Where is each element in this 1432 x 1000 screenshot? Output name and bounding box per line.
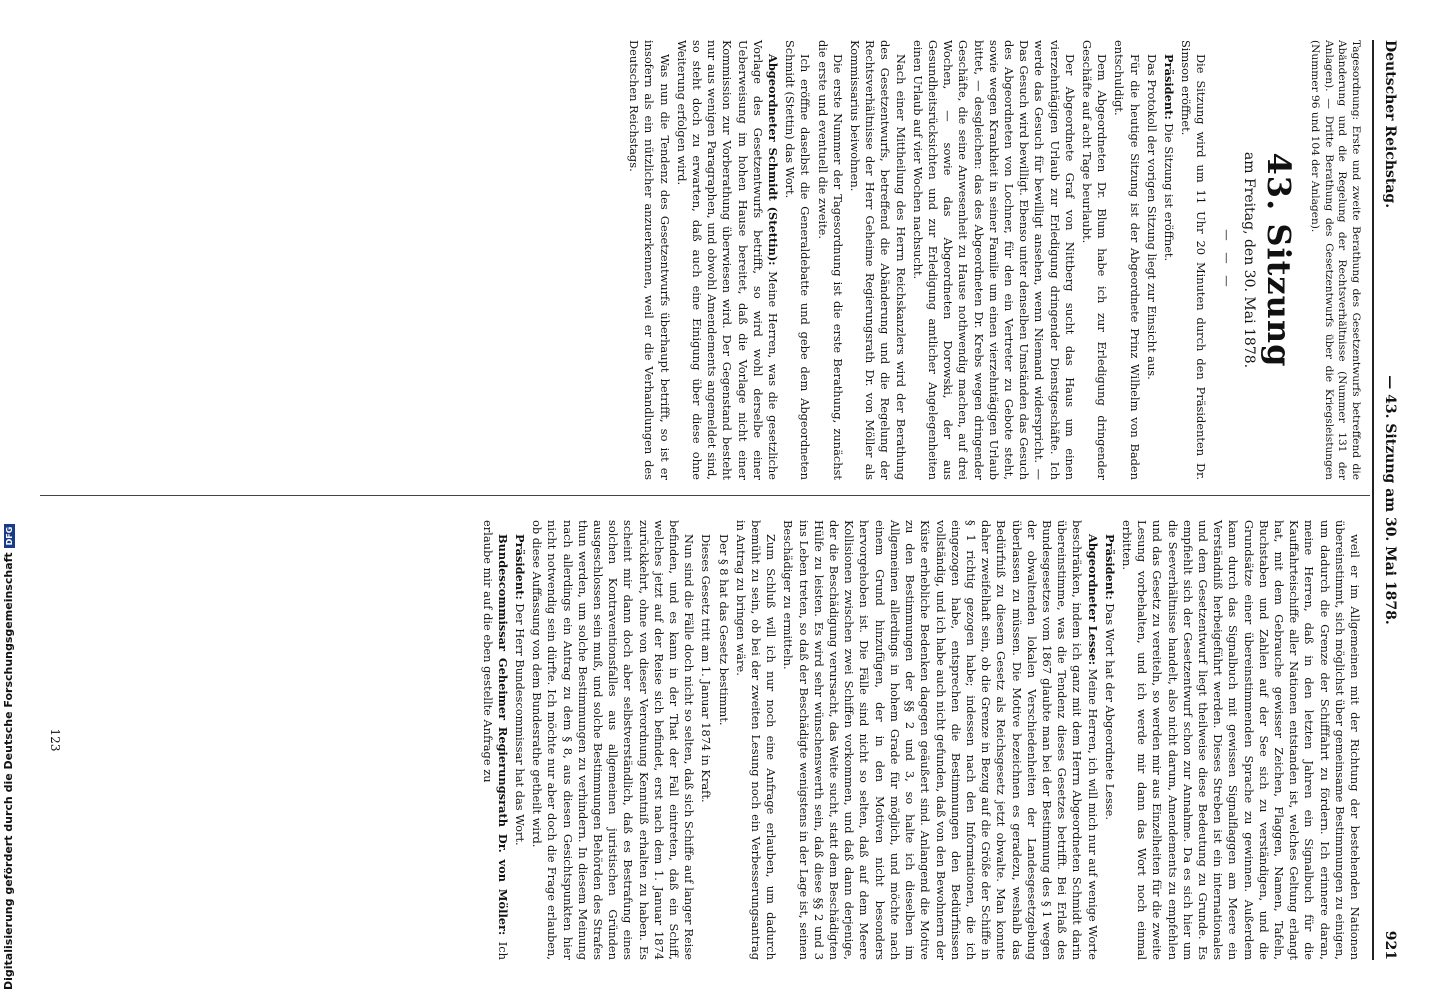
paragraph [674,40,780,480]
paragraph-text: Was nun die Tendenz des Gesetzentwurfs überhaupt betrifft, so ist er insofern als ein nützlicher anzuerkennen, weil er die Verhandlungen des Deutschen Reichstags. [627,40,672,480]
paragraph-text: Meine Herren, was die gesetzliche Vorlage des Gesetzentwurfs betrifft, so wird wohl derselbe einer Ueberweisung im hohen Hause bereitet, daß die Vorlage nicht einer Kommission zur Vorberathung überwiesen wird. Der Gegenstand besteht nur aus wenigen Paragraphen, und obwohl Amendements angemeldet sind, so steht doch zu erwarten, daß auch eine Einigung über diese ohne Weiterung erfolgen wird. [674,40,780,481]
right-paragraphs [479,520,1362,960]
paragraph-text: Meine Herren, ich will mich nur auf wenige Worte beschränken, indem ich ganz mit dem Herrn Abgeordneten Schmidt darin übereinstimme, was die Tendenz dieses Gesetzes betrifft. Bei Erlaß des Bundesgesetzes vom 1867 glaubte man bei der Bestimmung des § 1 wegen der obwaltenden lokalen Verschiedenheiten der Landesgesetzgebung überlassen zu müssen. Die Motive bezeichnen es geradezu, weshalb das Bedürfniß zu diesem Gesetz als Reichsgesetz jetzt obwalte. Man konnte daher zweifelhaft sein, ob die Grenze in Bezug auf die Größe der Schiffe in § 1 richtig gezogen habe; indessen nach den Informationen, die ich eingezogen habe, entsprechen die Bestimmungen den Bedürfnissen vollständig, und ich habe auch nicht gefunden, daß von den Bewohnern der Küste erhebliche Bedenken dagegen geäußert sind. Anlangend die Motive zu den Bestimmungen der §§ 2 und 3, so halte ich dieselben im Allgemeinen allerdings in hohem Grade für möglich, und möchte nach einem Grund hinzufügen, der in den Motiven nicht besonders hervorgehoben ist. Die Fälle sind nicht so selten, daß auf dem Meere Kollisionen zwischen zwei Schiffen vorkommen, und daß dann derjenige, der die Beschädigung verursacht, das Weite sucht, statt dem Beschädigten Hülfe zu leisten. Es wird sehr wünschenswerth sein, daß diese §§ 2 und 3 ins Leben treten, so daß der Beschädigte wenigstens in der Lage ist, seinen Beschädiger zu ermitteln. [781,520,1100,960]
paragraph-text: Zum Schluß will ich nur noch eine Anfrage erlauben, um dadurch bemüht zu sein, ob bei der zweiten Lesung noch ein Verbesserungsantrag in Antrag zu bringen wäre. [733,520,779,960]
speaker-name: Präsident: [513,534,528,600]
paragraph [782,40,812,480]
paragraph-text: Der § 8 hat das Gesetz bestimmt. [716,534,731,726]
paragraph [715,520,730,960]
paragraph-text: Nun sind die Fälle doch nicht so selten, daß sich Schiffe auf langer Reise befinden, und es kann in der That der Fall eintreten, daß ein Schiff, welches jetzt auf der Reise sich befindet, erst nach dem 1. Januar 1874 zurückkehrt, ohne von dieser Verordnung Kenntniß erhalten zu haben. Es scheint mir dann doch aber selbstverständlich, daß es Bestrafung eines solchen Kontraventionsfalles aus allgemeinen juristischen Gründen ausgeschlossen sein muß, und solche Bestimmungen Behörden des Strafes thun werden, um solche Bestimmungen zu verhindern. In diesem Meinung nach allerdings ein Antrag zu dem § 8, aus diesen Gesichtspunkten hier nicht notwendig sein dürfte. Ich möchte nur aber doch die Frage erlauben, ob diese Auffassung von dem Bundesrathe getheilt wird. [530,520,697,960]
paragraph [847,40,908,480]
right-column [477,520,1362,960]
speaker-name: Präsident: [1102,534,1117,600]
paragraph [1119,520,1362,960]
paragraph-text: weil er im Allgemeinen mit der Richtung der bestehenden Nationen übereinstimmt, sich möglichst über gemeinsame Bestimmungen zu einigen, um dadurch die Grenze der Schifffahrt zu fördern. Ich erinnere daran, meine Herren, daß in den letzten Jahren ein Signalbuch für die Kauffahrteischiffe aller Nationen entstanden ist, welches Geltung erlangt hat, mit dem Gebrauche gewisser Zeichen, Flaggen, Namen, Tafeln, Buchstaben und Zahlen auf der See sich zu verständigen, und die Grundsätze einer übereinstimmenden Sprache zu gewinnen. Außerdem kann durch das Signalbuch mit gewissen Signalflaggen am Meere ein Verständniß herbeigeführt werden. Dieses Streben ist ein internationales und dem Gesetzentwurf liegt theilweise diese Bedeutung zu Grunde. Es empfiehlt sich der Gesetzentwurf schon zur Annahme. Da es sich hier um die Seeverhältnisse handelt, also nicht darum, Amendements zu empfehlen und das Gesetz zu vereiteln, so werden mir aus Einzelheiten für die zweite Lesung vorbehalten, und ich werde mir dann das Wort noch einmal erbitten. [1119,520,1362,960]
paragraph [1161,40,1176,480]
paragraph-text: Für die heutige Sitzung ist der Abgeordnete Prinz Wilhelm von Baden entschuldigt. [1112,40,1142,480]
paragraph [1111,40,1141,480]
speaker-name: Abgeordneter Schmidt (Stettin): [765,54,780,266]
paragraph-text: Ich eröffne daselbst die Generaldebatte und gebe dem Abgeordneten Schmidt (Stettin) das Wort. [783,40,813,480]
paragraph [1144,40,1159,480]
paragraph-text: Das Protokoll der vorigen Sitzung liegt zur Einsicht aus. [1144,54,1159,380]
column-divider [40,495,1370,496]
paragraph-text: Die erste Nummer der Tagesordnung ist die erste Berathung, zunächst die erste und eventuell die zweite. [815,40,845,480]
dfg-logo: DFG [4,524,15,549]
paragraph [814,40,844,480]
footer-text: Digitalisierung gefördert durch die Deutsche Forschungsgemeinschaft [2,552,15,990]
paragraph-text: Nach einer Mittheilung des Herrn Reichskanzlers wird der Berathung des Gesetzentwurfs, betreffend die Abänderung und die Regelung der Rechtsverhältnisse der Herr Geheime Regierungsrath Dr. von Möller als Kommissarius beiwohnen. [847,40,908,480]
header-rule [1372,40,1374,960]
digitization-footer [2,0,15,1000]
header-left: Deutscher Reichstag. [1382,40,1398,209]
paragraph [626,40,672,480]
paragraph-text: Ich erlaube mir auf die eben gestellte Anfrage zu [480,520,510,960]
paragraph-text: Die Sitzung ist eröffnet. [1162,123,1177,262]
paragraph [733,520,779,960]
paragraph [529,520,696,960]
paragraph [698,520,713,960]
paragraph [512,520,527,960]
paragraph [910,40,1077,480]
session-title: 43. Sitzung [1259,152,1298,368]
paragraph-text: Der Abgeordnete Graf von Nittberg sucht das Haus um einen vierzehntägigen Urlaub zur Erledigung dringender Dienstgeschäfte. Ich werde das Gesuch für bewilligt ansehen, wenn Niemand widerspricht. — Das Gesuch wird bewilligt. Ebenso unter denselben Umständen das Gesuch des Abgeordneten von Lochner, für den ein Vertreter zu Gebote steht, sowie wegen Krankheit in seiner Familie um einen vierzehntägigen Urlaub bittet, — desgleichen: das des Abgeordneten Dr. Krebs wegen dringender Geschäfte, die seine Anwesenheit zu Hause nothwendig machen, auf drei Wochen, — sowie das Abgeordneten Dorowski, der aus Gesundheitsrücksichten und zur Erledigung amtlicher Angelegenheiten einen Urlaub auf vier Wochen nachsucht. [910,40,1077,480]
opening-paragraph: Die Sitzung wird um 11 Uhr 20 Minuten durch den Präsidenten Dr. Simson eröffnet. [1179,40,1209,480]
paragraph-text: Dieses Gesetz tritt am 1. Januar 1874 in Kraft. [699,534,714,803]
separator-dash: — — — [1219,229,1234,291]
speaker-name: Präsident: [1162,54,1177,120]
header-page-number: 921 [1382,930,1398,960]
paragraph [1079,40,1109,480]
paragraph [780,520,1099,960]
bottom-page-number: 123 [48,728,62,752]
speaker-name: Abgeordneter Lesse: [1085,534,1100,666]
left-column [624,40,1362,480]
agenda-intro: Tagesordnung: Erste und zweite Berathung des Gesetzentwurfs betreffend die Abänderung und die Regelung der Rechtsverhältnisse (Nummer 131 der Anlagen). — Dritte Berathung des Gesetzentwurfs über die Kriegsleistungen (Nummer 96 und 104 der Anlagen). [1309,40,1362,480]
paragraph [479,520,509,960]
paragraph-text: Das Wort hat der Abgeordnete Lesse. [1102,603,1117,821]
paragraph-text: Dem Abgeordneten Dr. Blum habe ich zur Erledigung dringender Geschäfte auf acht Tage beurlaubt. [1080,40,1110,480]
paragraph-text: Der Herr Bundescommissar hat das Wort. [513,603,528,846]
left-paragraphs [626,40,1176,480]
header-center: — 43. Sitzung am 30. Mai 1878. [1382,375,1398,625]
running-header [1376,40,1398,960]
session-date: am Freitag, den 30. Mai 1878. [1240,151,1257,369]
speaker-name: Bundescommissar Geheimer Regierungsrath Dr. von Möller: [495,534,510,936]
paragraph [1102,520,1117,960]
